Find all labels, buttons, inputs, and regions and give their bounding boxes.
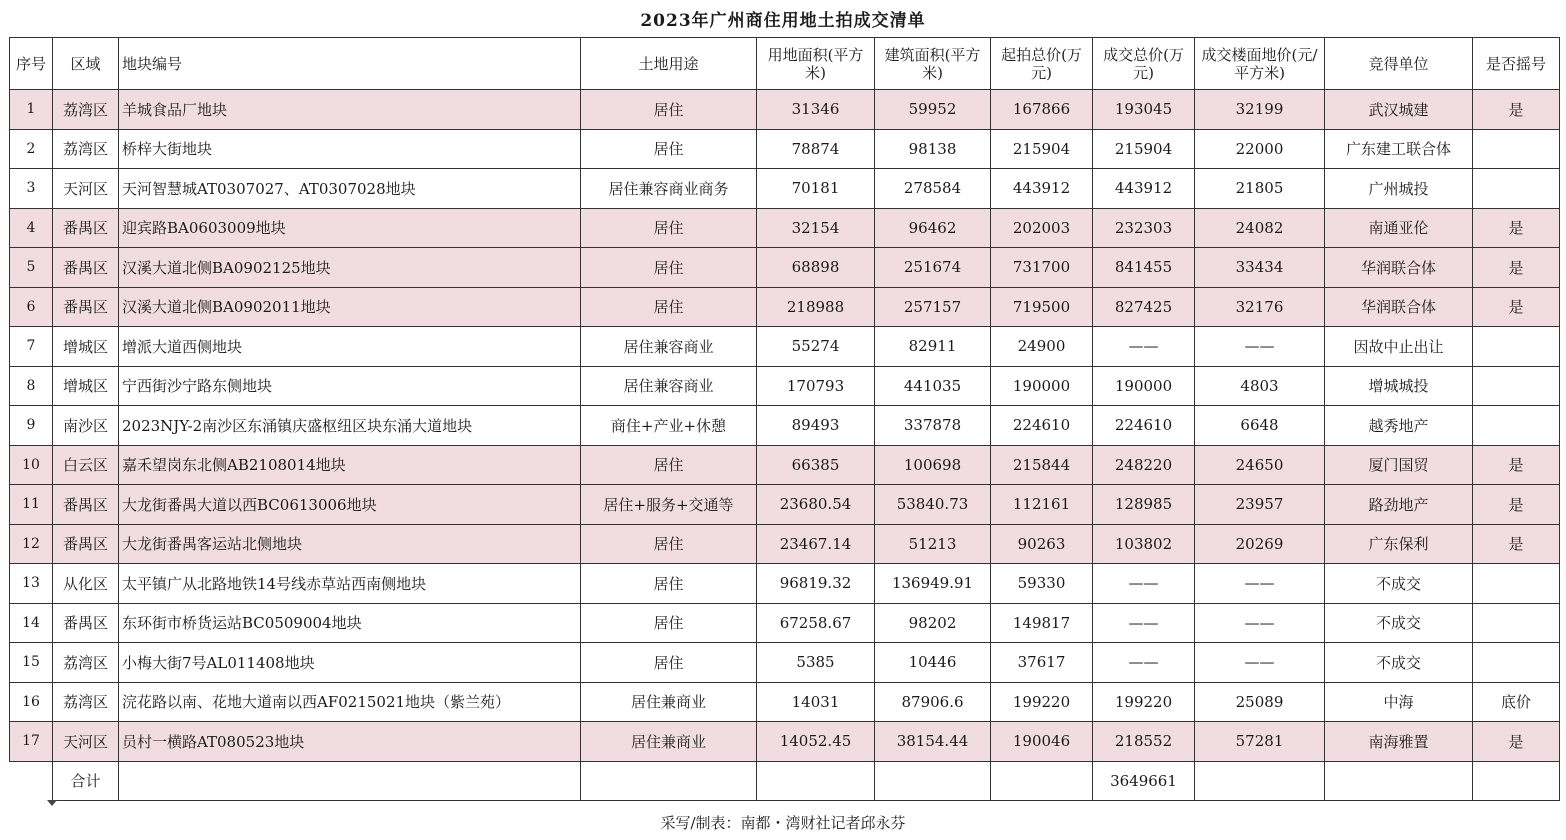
winner-cell: 厦门国贸 bbox=[1325, 445, 1473, 485]
winner-cell: 路劲地产 bbox=[1325, 485, 1473, 525]
floor-price-cell: —— bbox=[1195, 643, 1325, 683]
land-area-cell: 67258.67 bbox=[757, 603, 875, 643]
total-label: 合计 bbox=[53, 761, 119, 801]
land-area-cell: 68898 bbox=[757, 248, 875, 288]
build-area-cell: 87906.6 bbox=[875, 682, 991, 722]
deal-price-cell: 827425 bbox=[1093, 287, 1195, 327]
floor-price-cell: —— bbox=[1195, 564, 1325, 604]
floor-price-cell: 33434 bbox=[1195, 248, 1325, 288]
parcel-cell: 桥梓大街地块 bbox=[119, 129, 581, 169]
deal-price-cell: —— bbox=[1093, 603, 1195, 643]
table-row bbox=[10, 129, 1560, 169]
header-cell: 成交总价(万元) bbox=[1093, 38, 1195, 90]
total-blank-cell bbox=[875, 761, 991, 801]
land-area-cell: 218988 bbox=[757, 287, 875, 327]
land-area-cell: 32154 bbox=[757, 208, 875, 248]
start-price-cell: 443912 bbox=[991, 169, 1093, 209]
deal-price-cell: 193045 bbox=[1093, 90, 1195, 130]
build-area-cell: 98138 bbox=[875, 129, 991, 169]
row-number: 5 bbox=[10, 248, 53, 288]
parcel-cell: 汉溪大道北侧BA0902125地块 bbox=[119, 248, 581, 288]
table-row bbox=[10, 682, 1560, 722]
district-cell: 番禺区 bbox=[53, 208, 119, 248]
winner-cell: 中海 bbox=[1325, 682, 1473, 722]
district-cell: 荔湾区 bbox=[53, 643, 119, 683]
district-cell: 增城区 bbox=[53, 327, 119, 367]
start-price-cell: 167866 bbox=[991, 90, 1093, 130]
deal-price-cell: 190000 bbox=[1093, 366, 1195, 406]
table-row bbox=[10, 603, 1560, 643]
winner-cell: 越秀地产 bbox=[1325, 406, 1473, 446]
parcel-cell: 增派大道西侧地块 bbox=[119, 327, 581, 367]
start-price-cell: 224610 bbox=[991, 406, 1093, 446]
land-area-cell: 23467.14 bbox=[757, 524, 875, 564]
header-cell: 起拍总价(万元) bbox=[991, 38, 1093, 90]
header-cell: 土地用途 bbox=[581, 38, 757, 90]
parcel-cell: 大龙街番禺客运站北侧地块 bbox=[119, 524, 581, 564]
table-body bbox=[10, 90, 1560, 762]
lottery-cell bbox=[1473, 129, 1560, 169]
land-use-cell: 居住 bbox=[581, 524, 757, 564]
start-price-cell: 731700 bbox=[991, 248, 1093, 288]
build-area-cell: 98202 bbox=[875, 603, 991, 643]
total-blank-cell bbox=[991, 761, 1093, 801]
land-area-cell: 78874 bbox=[757, 129, 875, 169]
start-price-cell: 59330 bbox=[991, 564, 1093, 604]
land-area-cell: 5385 bbox=[757, 643, 875, 683]
row-number: 4 bbox=[10, 208, 53, 248]
district-cell: 荔湾区 bbox=[53, 90, 119, 130]
table-row bbox=[10, 445, 1560, 485]
table-row bbox=[10, 248, 1560, 288]
land-use-cell: 居住 bbox=[581, 564, 757, 604]
lottery-cell: 是 bbox=[1473, 524, 1560, 564]
district-cell: 天河区 bbox=[53, 722, 119, 762]
winner-cell: 不成交 bbox=[1325, 603, 1473, 643]
build-area-cell: 51213 bbox=[875, 524, 991, 564]
land-area-cell: 14052.45 bbox=[757, 722, 875, 762]
lottery-cell bbox=[1473, 327, 1560, 367]
winner-cell: 南通亚伦 bbox=[1325, 208, 1473, 248]
build-area-cell: 257157 bbox=[875, 287, 991, 327]
table-row bbox=[10, 287, 1560, 327]
table-row bbox=[10, 564, 1560, 604]
start-price-cell: 202003 bbox=[991, 208, 1093, 248]
floor-price-cell: 32199 bbox=[1195, 90, 1325, 130]
parcel-cell: 天河智慧城AT0307027、AT0307028地块 bbox=[119, 169, 581, 209]
winner-cell: 广州城投 bbox=[1325, 169, 1473, 209]
winner-cell: 广东保利 bbox=[1325, 524, 1473, 564]
build-area-cell: 136949.91 bbox=[875, 564, 991, 604]
build-area-cell: 337878 bbox=[875, 406, 991, 446]
lottery-cell bbox=[1473, 603, 1560, 643]
land-use-cell: 居住兼商业 bbox=[581, 682, 757, 722]
deal-price-cell: 218552 bbox=[1093, 722, 1195, 762]
land-area-cell: 96819.32 bbox=[757, 564, 875, 604]
land-auction-table bbox=[9, 37, 1560, 801]
lottery-cell bbox=[1473, 564, 1560, 604]
district-cell: 番禺区 bbox=[53, 485, 119, 525]
header-cell: 是否摇号 bbox=[1473, 38, 1560, 90]
land-use-cell: 居住兼容商业 bbox=[581, 366, 757, 406]
deal-price-cell: —— bbox=[1093, 564, 1195, 604]
row-number: 3 bbox=[10, 169, 53, 209]
winner-cell: 华润联合体 bbox=[1325, 287, 1473, 327]
lottery-cell bbox=[1473, 406, 1560, 446]
total-blank-cell bbox=[757, 761, 875, 801]
floor-price-cell: 25089 bbox=[1195, 682, 1325, 722]
table-row bbox=[10, 169, 1560, 209]
floor-price-cell: 22000 bbox=[1195, 129, 1325, 169]
row-number: 14 bbox=[10, 603, 53, 643]
start-price-cell: 90263 bbox=[991, 524, 1093, 564]
lottery-cell: 是 bbox=[1473, 485, 1560, 525]
total-blank-cell bbox=[1473, 761, 1560, 801]
table-row bbox=[10, 366, 1560, 406]
row-number: 16 bbox=[10, 682, 53, 722]
deal-price-cell: 248220 bbox=[1093, 445, 1195, 485]
table-caption: 采写/制表：南都・湾财社记者邱永芬 bbox=[660, 814, 906, 832]
deal-price-cell: —— bbox=[1093, 327, 1195, 367]
table-row bbox=[10, 327, 1560, 367]
build-area-cell: 96462 bbox=[875, 208, 991, 248]
floor-price-cell: 24650 bbox=[1195, 445, 1325, 485]
lottery-cell: 是 bbox=[1473, 248, 1560, 288]
land-use-cell: 居住兼容商业 bbox=[581, 327, 757, 367]
land-use-cell: 居住兼容商业商务 bbox=[581, 169, 757, 209]
winner-cell: 不成交 bbox=[1325, 643, 1473, 683]
start-price-cell: 719500 bbox=[991, 287, 1093, 327]
table-row bbox=[10, 722, 1560, 762]
parcel-cell: 迎宾路BA0603009地块 bbox=[119, 208, 581, 248]
row-number: 8 bbox=[10, 366, 53, 406]
district-cell: 天河区 bbox=[53, 169, 119, 209]
row-number: 2 bbox=[10, 129, 53, 169]
parcel-cell: 员村一横路AT080523地块 bbox=[119, 722, 581, 762]
winner-cell: 南海雅置 bbox=[1325, 722, 1473, 762]
floor-price-cell: 24082 bbox=[1195, 208, 1325, 248]
land-use-cell: 居住 bbox=[581, 90, 757, 130]
floor-price-cell: 20269 bbox=[1195, 524, 1325, 564]
row-number: 15 bbox=[10, 643, 53, 683]
parcel-cell: 2023NJY-2南沙区东涌镇庆盛枢纽区块东涌大道地块 bbox=[119, 406, 581, 446]
header-cell: 用地面积(平方米) bbox=[757, 38, 875, 90]
floor-price-cell: —— bbox=[1195, 603, 1325, 643]
total-blank-cell bbox=[119, 761, 581, 801]
land-use-cell: 居住+服务+交通等 bbox=[581, 485, 757, 525]
winner-cell: 增城城投 bbox=[1325, 366, 1473, 406]
land-area-cell: 31346 bbox=[757, 90, 875, 130]
table-row bbox=[10, 406, 1560, 446]
parcel-cell: 浣花路以南、花地大道南以西AF0215021地块（紫兰苑） bbox=[119, 682, 581, 722]
table-row bbox=[10, 485, 1560, 525]
lottery-cell bbox=[1473, 169, 1560, 209]
winner-cell: 不成交 bbox=[1325, 564, 1473, 604]
build-area-cell: 53840.73 bbox=[875, 485, 991, 525]
total-blank-cell bbox=[581, 761, 757, 801]
row-number: 12 bbox=[10, 524, 53, 564]
deal-price-cell: 443912 bbox=[1093, 169, 1195, 209]
table-row bbox=[10, 524, 1560, 564]
deal-price-cell: 215904 bbox=[1093, 129, 1195, 169]
total-deal-price: 3649661 bbox=[1093, 761, 1195, 801]
lottery-cell: 是 bbox=[1473, 90, 1560, 130]
parcel-cell: 嘉禾望岗东北侧AB2108014地块 bbox=[119, 445, 581, 485]
parcel-cell: 大龙街番禺大道以西BC0613006地块 bbox=[119, 485, 581, 525]
total-row bbox=[10, 761, 1560, 801]
start-price-cell: 190046 bbox=[991, 722, 1093, 762]
build-area-cell: 59952 bbox=[875, 90, 991, 130]
winner-cell: 广东建工联合体 bbox=[1325, 129, 1473, 169]
winner-cell: 武汉城建 bbox=[1325, 90, 1473, 130]
deal-price-cell: 841455 bbox=[1093, 248, 1195, 288]
start-price-cell: 199220 bbox=[991, 682, 1093, 722]
start-price-cell: 24900 bbox=[991, 327, 1093, 367]
floor-price-cell: 4803 bbox=[1195, 366, 1325, 406]
parcel-cell: 东环街市桥货运站BC0509004地块 bbox=[119, 603, 581, 643]
parcel-cell: 宁西街沙宁路东侧地块 bbox=[119, 366, 581, 406]
land-use-cell: 居住 bbox=[581, 208, 757, 248]
district-cell: 南沙区 bbox=[53, 406, 119, 446]
row-number: 7 bbox=[10, 327, 53, 367]
land-use-cell: 居住 bbox=[581, 643, 757, 683]
deal-price-cell: —— bbox=[1093, 643, 1195, 683]
land-area-cell: 14031 bbox=[757, 682, 875, 722]
row-number: 9 bbox=[10, 406, 53, 446]
district-cell: 从化区 bbox=[53, 564, 119, 604]
header-cell: 建筑面积(平方米) bbox=[875, 38, 991, 90]
land-use-cell: 居住 bbox=[581, 603, 757, 643]
table-title: 2023年广州商住用地土拍成交清单 bbox=[640, 11, 926, 31]
header-cell: 成交楼面地价(元/平方米) bbox=[1195, 38, 1325, 90]
row-number: 13 bbox=[10, 564, 53, 604]
district-cell: 增城区 bbox=[53, 366, 119, 406]
winner-cell: 因故中止出让 bbox=[1325, 327, 1473, 367]
start-price-cell: 112161 bbox=[991, 485, 1093, 525]
table-row bbox=[10, 90, 1560, 130]
build-area-cell: 278584 bbox=[875, 169, 991, 209]
row-number: 11 bbox=[10, 485, 53, 525]
header-cell: 地块编号 bbox=[119, 38, 581, 90]
lottery-cell: 是 bbox=[1473, 287, 1560, 327]
floor-price-cell: 57281 bbox=[1195, 722, 1325, 762]
land-use-cell: 居住 bbox=[581, 287, 757, 327]
floor-price-cell: 21805 bbox=[1195, 169, 1325, 209]
district-cell: 番禺区 bbox=[53, 287, 119, 327]
deal-price-cell: 224610 bbox=[1093, 406, 1195, 446]
land-use-cell: 居住兼商业 bbox=[581, 722, 757, 762]
parcel-cell: 汉溪大道北侧BA0902011地块 bbox=[119, 287, 581, 327]
land-area-cell: 55274 bbox=[757, 327, 875, 367]
land-area-cell: 23680.54 bbox=[757, 485, 875, 525]
land-area-cell: 66385 bbox=[757, 445, 875, 485]
floor-price-cell: 32176 bbox=[1195, 287, 1325, 327]
district-cell: 荔湾区 bbox=[53, 682, 119, 722]
lottery-cell: 是 bbox=[1473, 208, 1560, 248]
header-cell: 序号 bbox=[10, 38, 53, 90]
table-row bbox=[10, 643, 1560, 683]
winner-cell: 华润联合体 bbox=[1325, 248, 1473, 288]
parcel-cell: 太平镇广从北路地铁14号线赤草站西南侧地块 bbox=[119, 564, 581, 604]
start-price-cell: 190000 bbox=[991, 366, 1093, 406]
build-area-cell: 100698 bbox=[875, 445, 991, 485]
lottery-cell: 底价 bbox=[1473, 682, 1560, 722]
row-number: 10 bbox=[10, 445, 53, 485]
total-blank-cell bbox=[1195, 761, 1325, 801]
corner-mark bbox=[47, 800, 57, 806]
row-number: 1 bbox=[10, 90, 53, 130]
header-row bbox=[10, 38, 1560, 90]
start-price-cell: 149817 bbox=[991, 603, 1093, 643]
lottery-cell: 是 bbox=[1473, 445, 1560, 485]
header-cell: 竞得单位 bbox=[1325, 38, 1473, 90]
floor-price-cell: 6648 bbox=[1195, 406, 1325, 446]
land-area-cell: 70181 bbox=[757, 169, 875, 209]
deal-price-cell: 128985 bbox=[1093, 485, 1195, 525]
deal-price-cell: 103802 bbox=[1093, 524, 1195, 564]
land-use-cell: 居住 bbox=[581, 445, 757, 485]
row-number: 6 bbox=[10, 287, 53, 327]
total-blank-cell bbox=[1325, 761, 1473, 801]
land-area-cell: 170793 bbox=[757, 366, 875, 406]
district-cell: 番禺区 bbox=[53, 524, 119, 564]
land-area-cell: 89493 bbox=[757, 406, 875, 446]
land-use-cell: 商住+产业+休憩 bbox=[581, 406, 757, 446]
lottery-cell: 是 bbox=[1473, 722, 1560, 762]
district-cell: 荔湾区 bbox=[53, 129, 119, 169]
header-cell: 区域 bbox=[53, 38, 119, 90]
land-use-cell: 居住 bbox=[581, 248, 757, 288]
floor-price-cell: 23957 bbox=[1195, 485, 1325, 525]
district-cell: 番禺区 bbox=[53, 603, 119, 643]
table-row bbox=[10, 208, 1560, 248]
start-price-cell: 215904 bbox=[991, 129, 1093, 169]
build-area-cell: 251674 bbox=[875, 248, 991, 288]
build-area-cell: 38154.44 bbox=[875, 722, 991, 762]
lottery-cell bbox=[1473, 643, 1560, 683]
floor-price-cell: —— bbox=[1195, 327, 1325, 367]
build-area-cell: 82911 bbox=[875, 327, 991, 367]
parcel-cell: 羊城食品厂地块 bbox=[119, 90, 581, 130]
land-use-cell: 居住 bbox=[581, 129, 757, 169]
deal-price-cell: 232303 bbox=[1093, 208, 1195, 248]
deal-price-cell: 199220 bbox=[1093, 682, 1195, 722]
district-cell: 番禺区 bbox=[53, 248, 119, 288]
row-number: 17 bbox=[10, 722, 53, 762]
lottery-cell bbox=[1473, 366, 1560, 406]
start-price-cell: 215844 bbox=[991, 445, 1093, 485]
start-price-cell: 37617 bbox=[991, 643, 1093, 683]
total-blank-cell bbox=[10, 761, 53, 801]
parcel-cell: 小梅大街7号AL011408地块 bbox=[119, 643, 581, 683]
build-area-cell: 10446 bbox=[875, 643, 991, 683]
build-area-cell: 441035 bbox=[875, 366, 991, 406]
district-cell: 白云区 bbox=[53, 445, 119, 485]
